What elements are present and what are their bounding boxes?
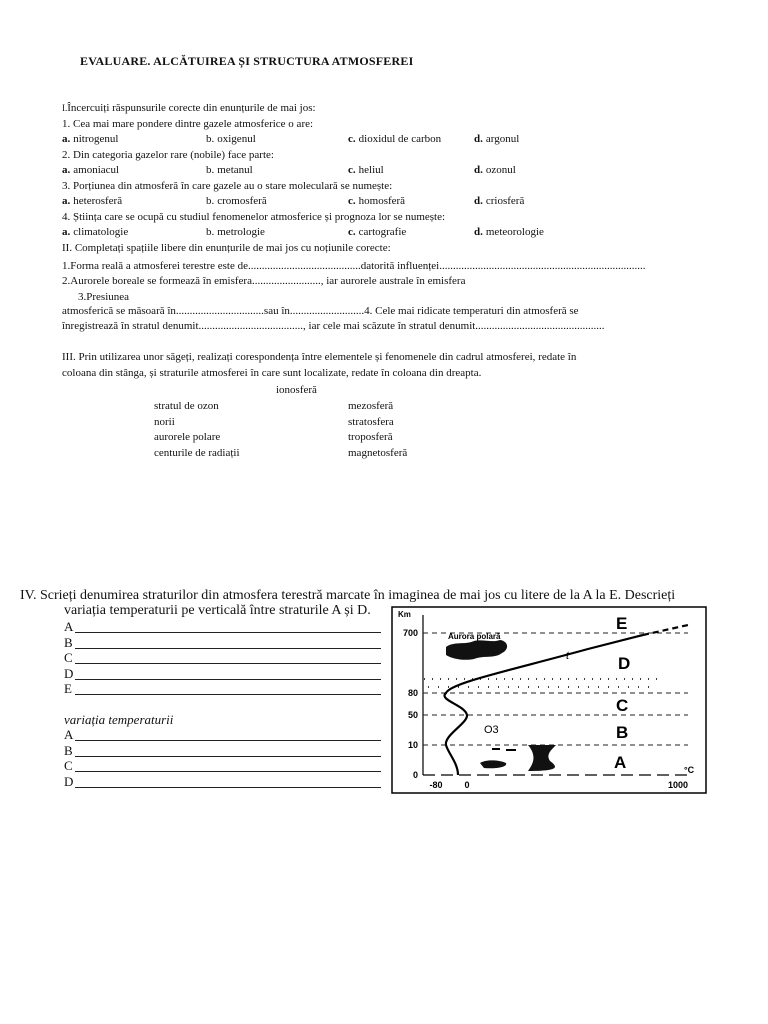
option-text: metanul	[217, 164, 253, 176]
answer-line[interactable]	[75, 756, 381, 757]
option-text: criosferă	[485, 195, 525, 207]
answer-letter: B	[64, 634, 73, 650]
part1-q2-option-d[interactable]	[474, 164, 516, 177]
layer-letter: B	[616, 723, 629, 742]
answer-letter: D	[64, 665, 74, 681]
part3-text-2: coloana din stânga, și straturile atmosferei în care sunt localizate, redate în coloana din dreapta.	[62, 367, 482, 379]
part4-text-1: IV. Scrieți denumirea straturilor din atmosfera terestră marcate în imaginea de mai jos cu litere de la A la E. Descrieți	[20, 588, 676, 603]
part1-q4-option-c[interactable]	[348, 226, 406, 239]
option-text: dioxidul de carbon	[358, 133, 442, 145]
part1-question-2: 2. Din categoria gazelor rare (nobile) face parte:	[62, 149, 274, 161]
right-column-item[interactable]: troposferă	[348, 431, 393, 443]
y-tick-label: 0	[412, 770, 418, 780]
part1-q3-option-b[interactable]	[206, 195, 267, 208]
right-column-item[interactable]: stratosfera	[348, 415, 394, 428]
option-text: metrologie	[217, 226, 265, 238]
part4-text-2: variația temperaturii pe verticală între straturile A și D.	[64, 603, 371, 618]
answer-line[interactable]	[75, 632, 381, 633]
y-tick-label: 700	[402, 628, 418, 638]
page-title: EVALUARE. ALCĂTUIREA ȘI STRUCTURA ATMOSFEREI	[80, 54, 414, 68]
part1-q1-option-c[interactable]	[348, 133, 441, 146]
option-letter: d.	[474, 133, 483, 145]
option-text: ozonul	[485, 164, 516, 176]
answer-line[interactable]	[75, 679, 381, 680]
answer-letter: E	[64, 681, 72, 696]
part1-q2-option-b[interactable]	[206, 164, 253, 177]
x-tick-label: 1000	[667, 780, 689, 790]
option-letter: a.	[62, 133, 71, 145]
answer-line[interactable]	[75, 740, 381, 741]
part3-top-item: ionosferă	[276, 384, 317, 396]
part2-heading: II. Completați spațiile libere din enunțurile de mai jos cu noțiunile corecte:	[62, 242, 391, 254]
option-letter: a.	[62, 164, 71, 176]
part1-q1-option-b[interactable]	[206, 133, 256, 146]
y-tick-label: 10	[407, 740, 418, 750]
option-letter: d.	[474, 164, 483, 176]
part1-q4-option-d[interactable]	[474, 226, 544, 239]
option-text: heterosferă	[73, 195, 123, 207]
y-axis-unit: Km	[398, 610, 411, 619]
x-tick-label: -80	[429, 780, 443, 790]
layer-letter: A	[614, 753, 627, 772]
option-text: oxigenul	[217, 133, 256, 145]
right-column-item[interactable]: magnetosferă	[348, 446, 408, 459]
y-tick-label: 50	[407, 710, 418, 720]
layer-letter: C	[616, 696, 629, 715]
option-letter: a.	[62, 195, 71, 207]
part1-question-4: 4. Știința care se ocupă cu studiul fenomenelor atmosferice și prognoza lor se numește:	[62, 211, 446, 223]
answer-letter: C	[64, 758, 73, 773]
left-column-item[interactable]: aurorele polare	[154, 431, 221, 443]
option-letter: b.	[206, 164, 215, 176]
layer-letter: D	[618, 654, 631, 673]
part1-number: I.	[62, 103, 68, 113]
option-text: cromosferă	[217, 195, 267, 207]
part1-q3-option-a[interactable]	[62, 195, 122, 208]
part1-q4-option-a[interactable]	[62, 226, 128, 239]
option-letter: a.	[62, 226, 71, 238]
option-letter: d.	[474, 195, 483, 207]
left-column-item[interactable]: centurile de radiații	[154, 446, 240, 459]
part1-heading	[62, 102, 316, 115]
answer-line[interactable]	[75, 648, 381, 649]
part1-q4-option-b[interactable]	[206, 226, 265, 239]
option-letter: b.	[206, 226, 215, 238]
left-column-item[interactable]: stratul de ozon	[154, 400, 219, 412]
answer-letter: B	[64, 742, 73, 758]
aurora-label: Aurora polară	[448, 632, 501, 641]
part1-heading-text: Încercuiți răspunsurile corecte din enunțurile de mai jos:	[67, 102, 316, 114]
layer-letter: E	[616, 614, 628, 633]
curve-label: t	[566, 650, 570, 662]
part2-line1: 1.Forma reală a atmosferei terestre este de.........................................datorită influenței...........................................................................	[62, 260, 646, 272]
part1-q2-option-a[interactable]	[62, 164, 119, 177]
right-column-item[interactable]: mezosferă	[348, 400, 394, 412]
option-text: nitrogenul	[73, 133, 119, 145]
temperature-unit: °C	[684, 765, 695, 775]
part1-question-1: 1. Cea mai mare pondere dintre gazele atmosferice o are:	[62, 118, 314, 130]
option-text: cartografie	[358, 226, 407, 238]
option-text: amoniacul	[73, 164, 120, 176]
option-text: meteorologie	[485, 226, 544, 238]
left-column-item[interactable]: norii	[154, 415, 175, 428]
part2-line5: înregistrează în stratul denumit......................................, iar cele mai scăzute în stratul denumit...............................................	[62, 320, 605, 332]
atmosphere-diagram	[388, 605, 710, 795]
ozone-label: O3	[484, 724, 499, 736]
option-text: argonul	[485, 133, 520, 145]
part4-subheading: variația temperaturii	[64, 712, 174, 727]
part1-q1-option-d[interactable]	[474, 133, 519, 146]
option-letter: b.	[206, 133, 215, 145]
y-tick-label: 80	[407, 688, 418, 698]
part1-q2-option-c[interactable]	[348, 164, 384, 177]
part2-line3: 3.Presiunea	[78, 291, 130, 303]
part2-line4: atmosferică se măsoară în................................sau în...........................4. Cele mai ridicate temperaturi din atmosferă se	[62, 305, 579, 317]
option-text: climatologie	[73, 226, 129, 238]
option-letter: c.	[348, 226, 356, 238]
part1-question-3: 3. Porțiunea din atmosferă în care gazele au o stare moleculară se numește:	[62, 180, 393, 192]
answer-line[interactable]	[75, 663, 381, 664]
answer-letter: C	[64, 650, 73, 665]
option-letter: c.	[348, 133, 356, 145]
option-letter: b.	[206, 195, 215, 207]
answer-letter: D	[64, 773, 74, 789]
part1-q3-option-c[interactable]	[348, 195, 405, 208]
part2-line2: 2.Aurorele boreale se formează în emisfera........................., iar aurorele australe în emisfera	[62, 275, 466, 287]
option-letter: c.	[348, 195, 356, 207]
answer-letter: A	[64, 619, 74, 634]
part1-q3-option-d[interactable]	[474, 195, 524, 208]
option-text: heliul	[358, 164, 384, 176]
part3-text-1: III. Prin utilizarea unor săgeți, realizați corespondența între elementele și fenomenele din cadrul atmosferei, redate în	[62, 351, 577, 363]
option-letter: d.	[474, 226, 483, 238]
option-letter: c.	[348, 164, 356, 176]
option-text: homosferă	[358, 195, 406, 207]
answer-line[interactable]	[75, 787, 381, 788]
answer-line[interactable]	[75, 771, 381, 772]
x-tick-label: 0	[464, 780, 470, 790]
part1-q1-option-a[interactable]	[62, 133, 118, 146]
answer-letter: A	[64, 727, 74, 742]
answer-line[interactable]	[75, 694, 381, 695]
